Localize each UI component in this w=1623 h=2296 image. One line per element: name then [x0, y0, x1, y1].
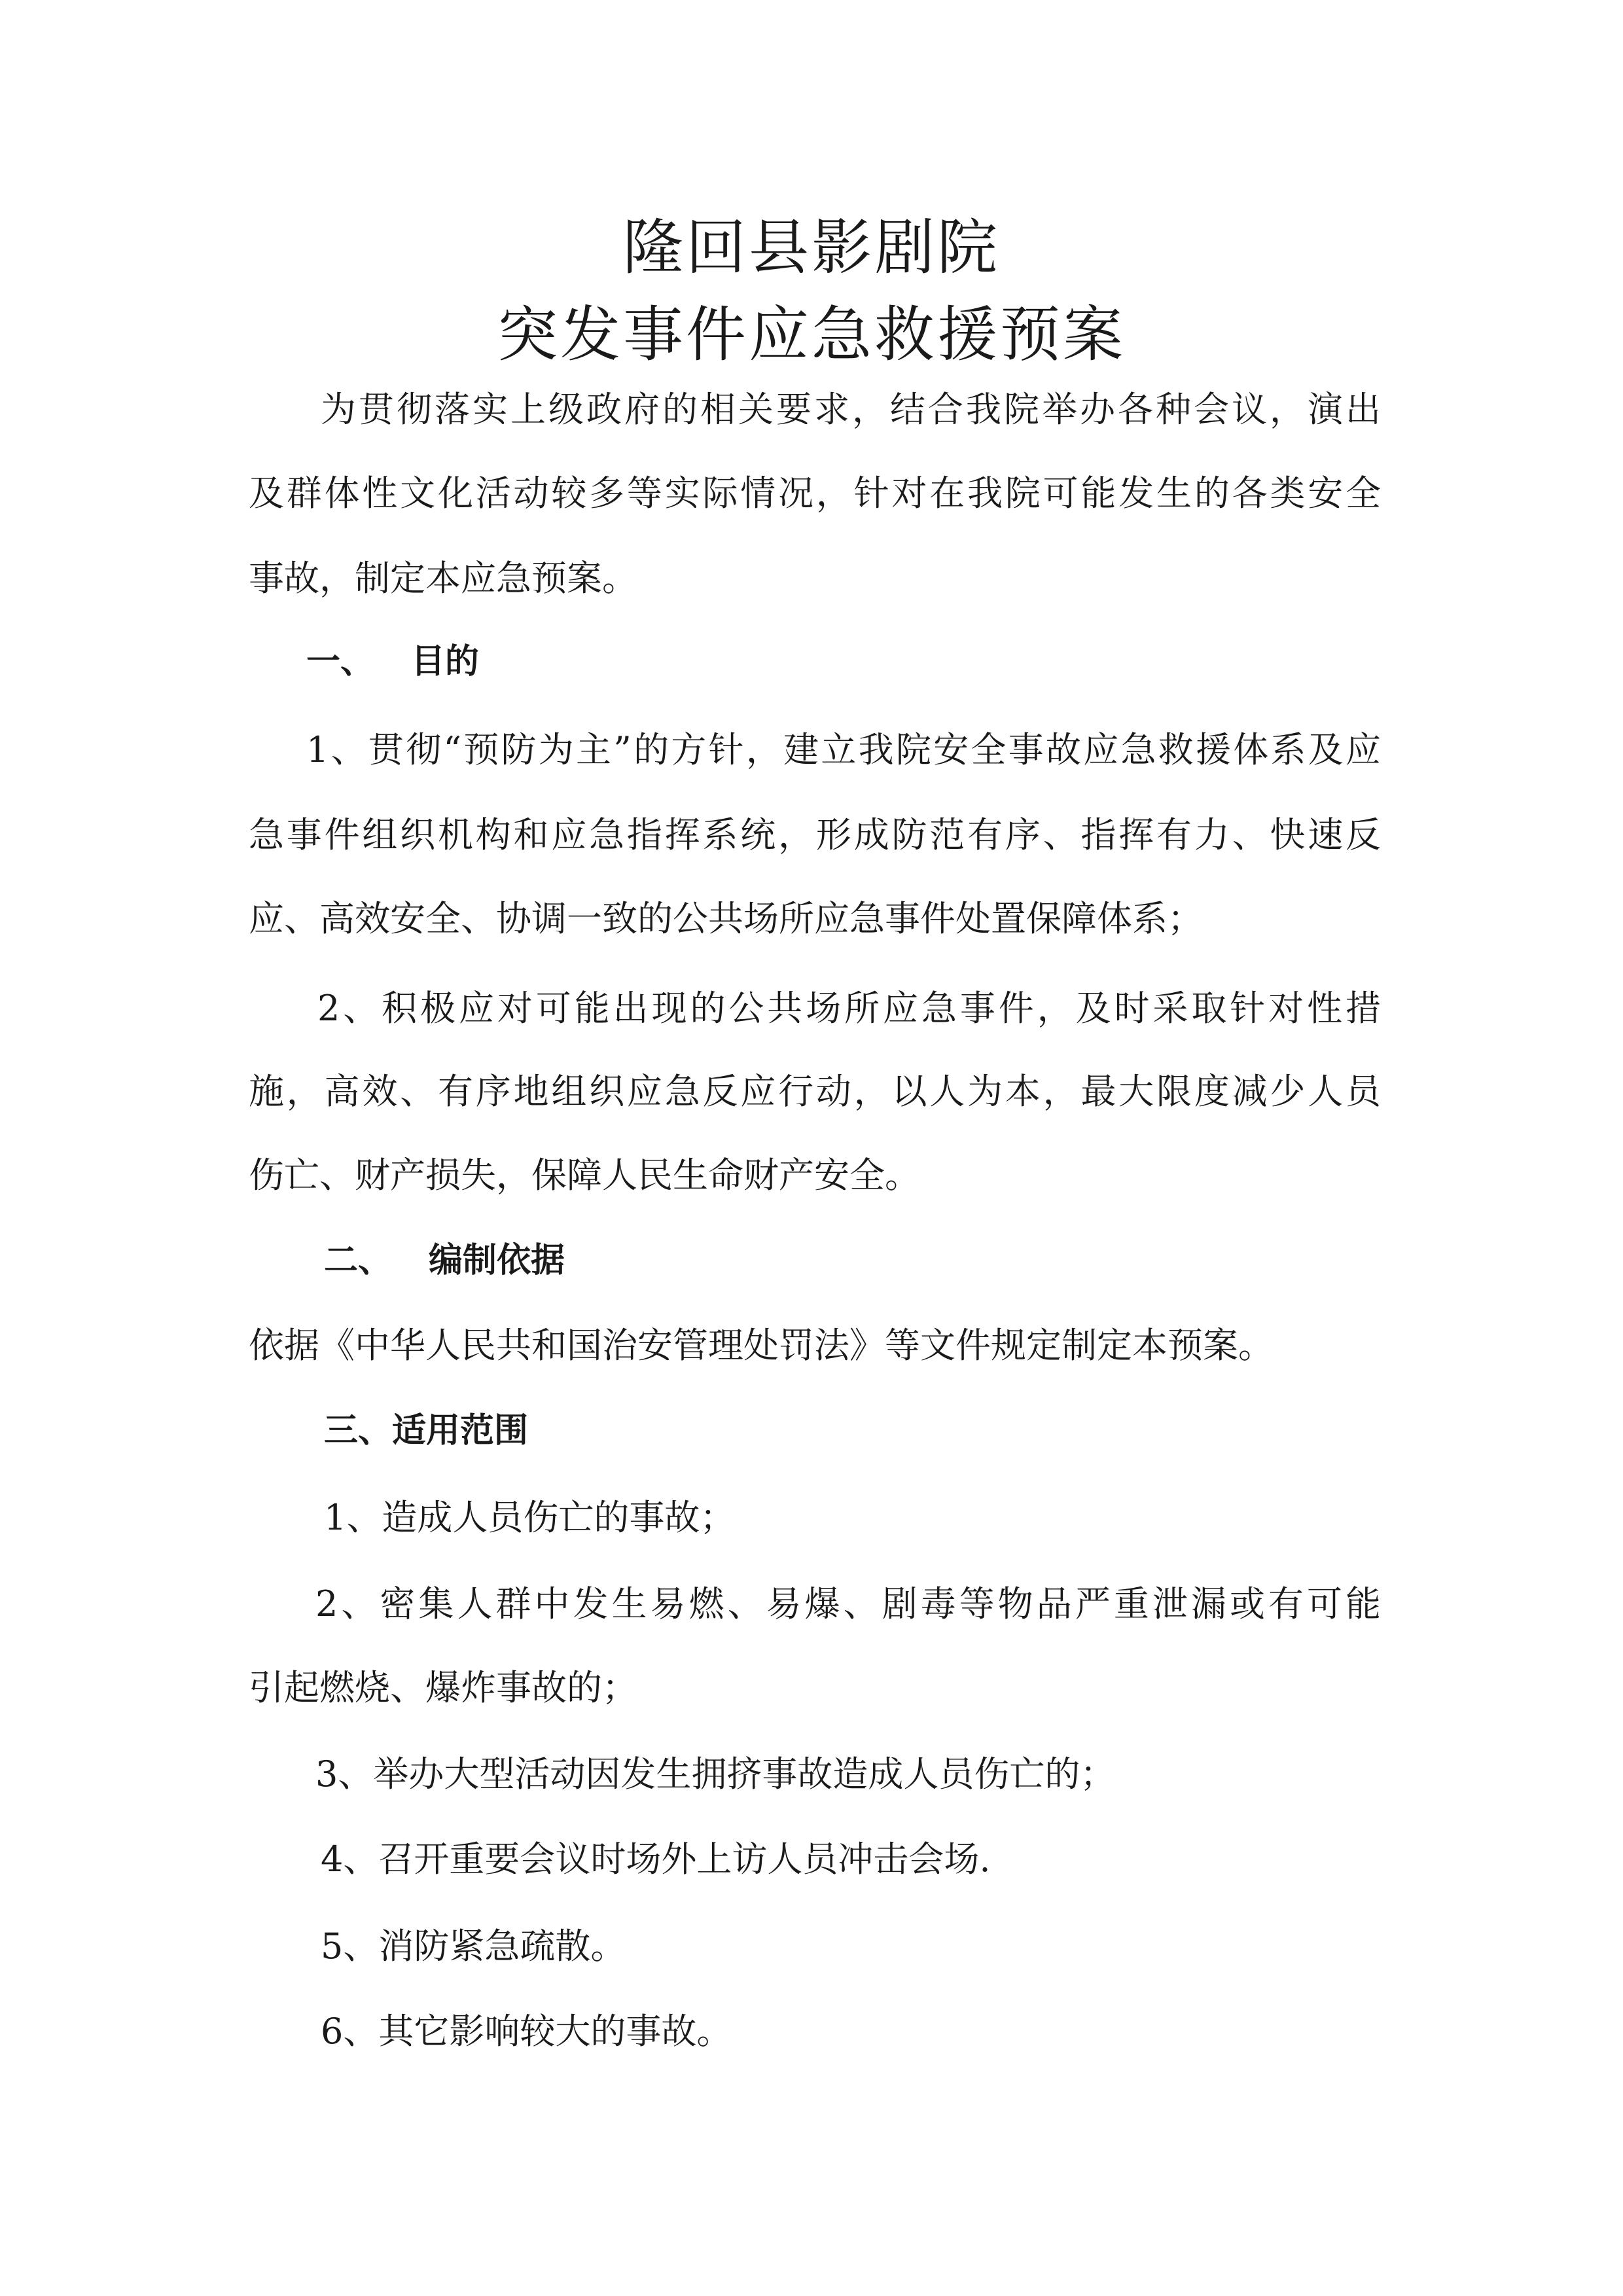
section-3-item-1: 1、造成人员伤亡的事故； — [324, 1497, 736, 1538]
section-1-item-2-line-2: 施，高效、有序地组织应急反应行动，以人为本，最大限度减少人员 — [249, 1071, 1381, 1112]
section-2-title: 编制依据 — [429, 1241, 565, 1280]
section-1-title: 目的 — [411, 642, 480, 681]
section-1-item-1-line-1: 1、贯彻“预防为主”的方针，建立我院安全事故应急救援体系及应 — [306, 729, 1381, 770]
section-1-item-2-line-3: 伤亡、财产损失，保障人民生命财产安全。 — [249, 1155, 920, 1196]
section-3-item-3: 3、举办大型活动因发生拥挤事故造成人员伤亡的； — [315, 1753, 1116, 1795]
section-2-number: 二、 — [324, 1241, 393, 1280]
section-3-item-2-line-1: 2、密集人群中发生易燃、易爆、剧毒等物品严重泄漏或有可能 — [315, 1583, 1381, 1624]
intro-line-2: 及群体性文化活动较多等实际情况，针对在我院可能发生的各类安全 — [249, 473, 1381, 514]
section-2-heading — [324, 1237, 1456, 1284]
section-1-number: 一、 — [306, 642, 375, 681]
document-title-line-1: 隆回县影剧院 — [622, 213, 1000, 283]
section-3-item-4: 4、召开重要会议时场外上访人员冲击会场. — [321, 1839, 991, 1880]
section-1-item-1-line-3: 应、高效安全、协调一致的公共场所应急事件处置保障体系； — [249, 898, 1203, 939]
section-2-body: 依据《中华人民共和国治安管理处罚法》等文件规定制定本预案。 — [249, 1325, 1274, 1366]
section-1-item-1-line-2: 急事件组织机构和应急指挥系统，形成防范有序、指挥有力、快速反 — [249, 814, 1381, 855]
section-3-item-5: 5、消防紧急疏散。 — [321, 1926, 626, 1967]
document-title-line-2: 突发事件应急救援预案 — [497, 300, 1126, 370]
section-3-item-6: 6、其它影响较大的事故。 — [321, 2011, 732, 2052]
section-1-heading — [306, 638, 1438, 685]
section-1-item-2-line-1: 2、积极应对可能出现的公共场所应急事件，及时采取针对性措 — [317, 988, 1381, 1029]
intro-line-1: 为贯彻落实上级政府的相关要求，结合我院举办各种会议，演出 — [321, 389, 1381, 430]
intro-line-3: 事故，制定本应急预案。 — [249, 558, 637, 599]
section-3-item-2-line-2: 引起燃烧、爆炸事故的； — [249, 1667, 637, 1708]
section-3-heading: 三、适用范围 — [324, 1411, 529, 1450]
